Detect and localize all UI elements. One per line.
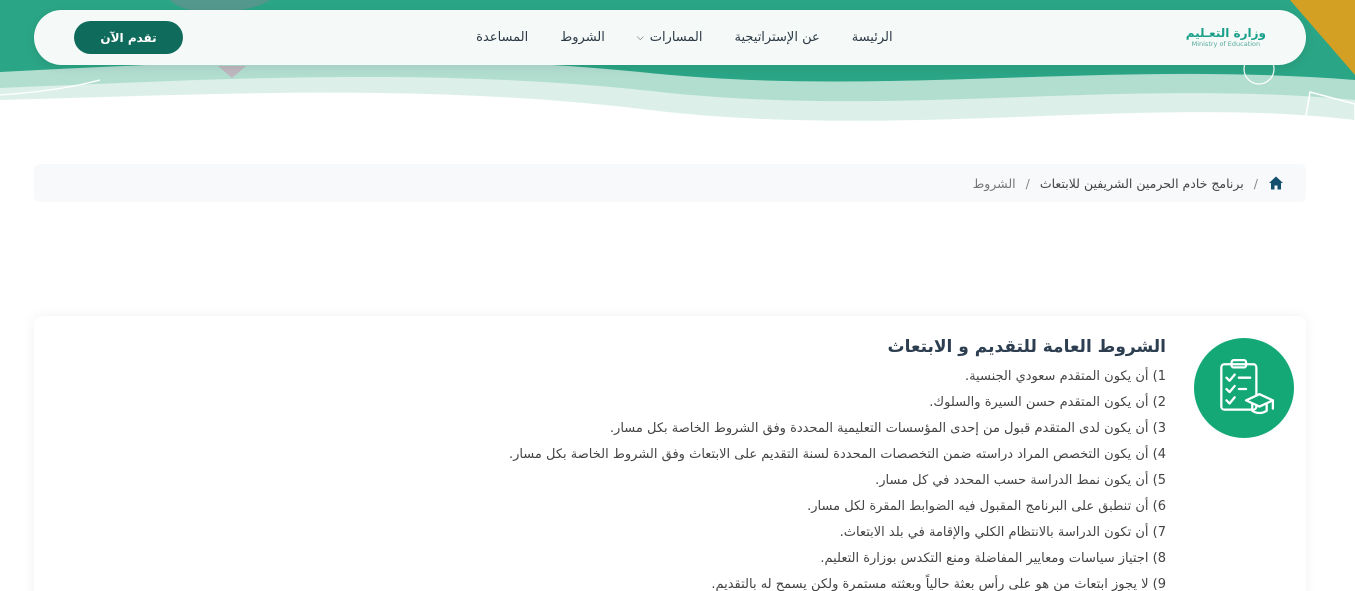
logo-english-text: Ministry of Education [1191, 40, 1261, 48]
condition-item: 1) أن يكون المتقدم سعودي الجنسية. [964, 369, 1166, 384]
condition-item: 7) أن تكون الدراسة بالانتظام الكلي والإقامة في بلد الابتعاث. [839, 525, 1166, 540]
breadcrumb-program-link[interactable]: برنامج خادم الحرمين الشريفين للابتعاث [1039, 175, 1244, 191]
nav-links [476, 30, 892, 45]
breadcrumb-separator: / [1025, 175, 1030, 191]
nav-link-conditions[interactable] [560, 30, 605, 45]
nav-link-tracks-label: المسارات [649, 30, 703, 45]
breadcrumb-current: الشروط [972, 175, 1016, 191]
condition-item: 9) لا يجوز ابتعاث من هو على رأس بعثة حالياً وبعثته مستمرة ولكن يسمح له بالتقديم. [711, 577, 1166, 591]
condition-item: 6) أن تنطبق على البرنامج المقبول فيه الضوابط المقرة لكل مسار. [807, 499, 1166, 514]
conditions-card [34, 316, 1306, 591]
apply-now-button[interactable]: تقدم الآن [74, 21, 183, 54]
nav-link-tracks[interactable] [637, 30, 703, 45]
breadcrumb [34, 164, 1306, 202]
conditions-list [509, 364, 1166, 591]
nav-link-about-strategy-label: عن الإستراتيجية [734, 30, 820, 45]
nav-link-about-strategy[interactable] [734, 30, 819, 45]
top-navbar [34, 10, 1306, 65]
conditions-body [509, 336, 1166, 591]
condition-item: 2) أن يكون المتقدم حسن السيرة والسلوك. [929, 395, 1166, 410]
condition-item: 5) أن يكون نمط الدراسة حسب المحدد في كل مسار. [875, 473, 1166, 488]
nav-link-conditions-label: الشروط [560, 30, 605, 45]
logo-arabic-text: وزارة التعـليم [1185, 26, 1266, 40]
chevron-down-icon: ⌵ [636, 32, 644, 43]
conditions-title: الشروط العامة للتقديم و الابتعاث [887, 337, 1166, 357]
breadcrumb-separator: / [1253, 175, 1258, 191]
nav-link-help[interactable] [476, 30, 528, 45]
nav-link-home-label: الرئيسة [851, 30, 893, 45]
ministry-logo[interactable] [1186, 26, 1266, 49]
nav-link-help-label: المساعدة [476, 30, 529, 45]
condition-item: 4) أن يكون التخصص المراد دراسته ضمن التخصصات المحددة لسنة التقديم على الابتعاث وفق الشروط الخاصة بكل مسار. [508, 447, 1166, 462]
nav-link-home[interactable] [852, 30, 893, 45]
condition-item: 8) اجتياز سياسات ومعايير المفاضلة ومنع التكدس بوزارة التعليم. [820, 551, 1166, 566]
home-icon[interactable] [1268, 175, 1284, 191]
condition-item: 3) أن يكون لدى المتقدم قبول من إحدى المؤسسات التعليمية المحددة وفق الشروط الخاصة بكل مسار. [609, 421, 1166, 436]
clipboard-graduation-icon [1194, 338, 1294, 438]
